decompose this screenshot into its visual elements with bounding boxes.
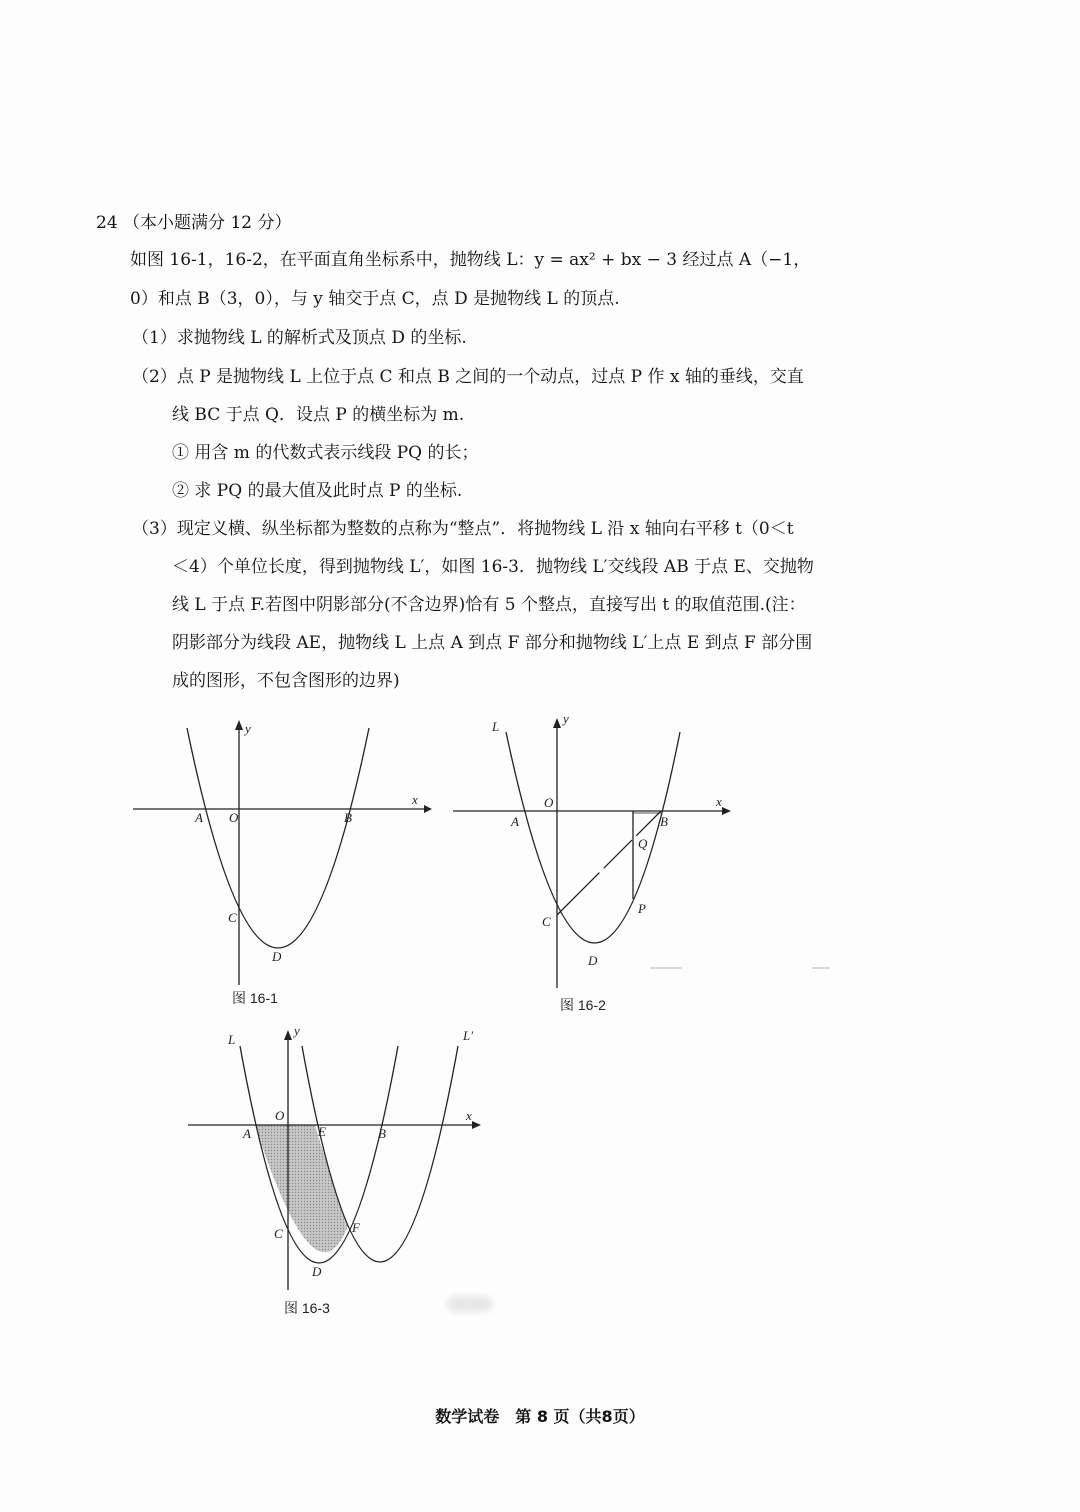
fig2-label-O: O: [544, 795, 554, 810]
fig1-label-A: A: [195, 810, 203, 825]
fig3-label-D: D: [312, 1264, 322, 1279]
fig3-label-B: B: [378, 1126, 386, 1141]
fig3-label-C: C: [274, 1226, 283, 1241]
fig3-caption: 图 16-3: [284, 1300, 330, 1316]
fig2-label-L: L: [492, 719, 500, 734]
page-footer: 数学试卷 第 8 页（共8页）: [435, 1407, 645, 1426]
fig2-label-A: A: [511, 814, 519, 829]
fig1-label-D: D: [272, 949, 282, 964]
problem-number: 24: [96, 213, 118, 233]
fig3-label-L: L: [228, 1032, 236, 1047]
fig1-label-O: O: [229, 810, 239, 825]
fig2-label-P: P: [638, 901, 646, 916]
question-3-line-2: ＜4）个单位长度，得到抛物线 L′，如图 16-3．抛物线 L′交线段 AB 于点 E、交抛物: [172, 557, 814, 577]
question-2-sub-1: ① 用含 m 的代数式表示线段 PQ 的长；: [172, 443, 479, 463]
fig1-caption: 图 16-1: [232, 990, 278, 1006]
fig3-label-y: y: [294, 1023, 300, 1038]
intro-line-2: 0）和点 B（3，0），与 y 轴交于点 C，点 D 是抛物线 L 的顶点.: [130, 289, 620, 309]
fig3-label-A: A: [243, 1126, 251, 1141]
question-1: （1）求抛物线 L 的解析式及顶点 D 的坐标.: [132, 328, 467, 348]
fig1-label-B: B: [344, 810, 352, 825]
fig2-label-y: y: [563, 711, 569, 726]
question-3-line-3: 线 L 于点 F.若图中阴影部分(不含边界)恰有 5 个整点，直接写出 t 的取值范围.(注：: [172, 595, 806, 615]
question-2-line-2: 线 BC 于点 Q．设点 P 的横坐标为 m.: [172, 405, 465, 425]
question-3-line-5: 成的图形，不包含图形的边界): [172, 671, 400, 691]
fig3-label-E: E: [318, 1124, 326, 1139]
fig3-label-x: x: [466, 1108, 472, 1123]
fig3-label-F: F: [352, 1220, 360, 1235]
question-3-line-1: （3）现定义横、纵坐标都为整数的点称为“整点”．将抛物线 L 沿 x 轴向右平移 t（0＜t: [132, 519, 794, 539]
question-3-line-4: 阴影部分为线段 AE，抛物线 L 上点 A 到点 F 部分和抛物线 L′上点 E 到点 F 部分围: [172, 633, 813, 653]
question-2-line-1: （2）点 P 是抛物线 L 上位于点 C 和点 B 之间的一个动点，过点 P 作 x 轴的垂线，交直: [132, 367, 804, 387]
fig2-label-C: C: [542, 914, 551, 929]
scan-smudge: [448, 1296, 492, 1312]
fig2-label-Q: Q: [638, 836, 648, 851]
fig1-label-x: x: [412, 792, 418, 807]
fig1-label-y: y: [245, 721, 251, 736]
fig1-label-C: C: [228, 910, 237, 925]
question-2-sub-2: ② 求 PQ 的最大值及此时点 P 的坐标.: [172, 481, 463, 501]
fig2-caption: 图 16-2: [560, 997, 606, 1013]
fig3-label-O: O: [275, 1108, 285, 1123]
fig3-x-arrow: [472, 1121, 481, 1129]
fig2-label-D: D: [588, 953, 598, 968]
fig2-label-B: B: [660, 814, 668, 829]
fig3-y-arrow: [284, 1030, 292, 1040]
fig2-label-x: x: [716, 794, 722, 809]
intro-line-1: 如图 16-1，16-2，在平面直角坐标系中，抛物线 L：y = ax² + bx − 3 经过点 A（−1，: [130, 250, 811, 270]
problem-score: （本小题满分 12 分）: [123, 213, 292, 233]
fig3-label-L-prime: L′: [463, 1028, 474, 1043]
